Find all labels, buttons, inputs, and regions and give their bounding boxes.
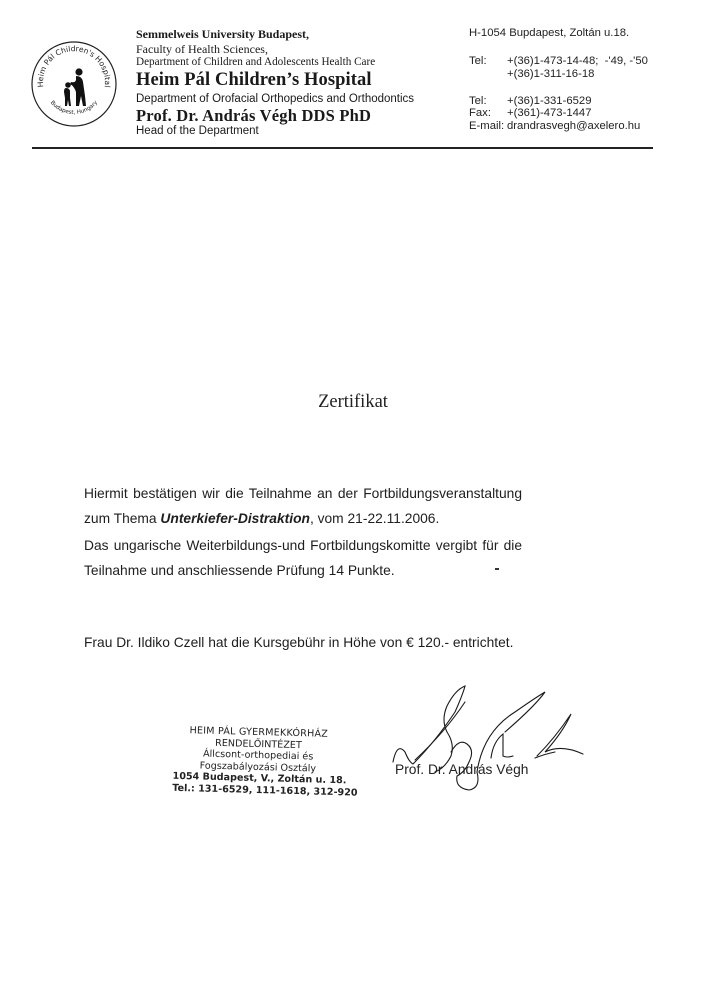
stamp-line: HEIM PÁL GYERMEKKÓRHÁZ	[189, 725, 329, 740]
department-head-name: Prof. Dr. András Végh DDS PhD	[136, 106, 372, 125]
fax-label: Fax:	[469, 107, 491, 119]
phone-primary	[469, 55, 648, 67]
signatory-name: Prof. Dr. András Végh	[395, 762, 529, 777]
stamp-line: Tel.: 131-6529, 111-1618, 312-920	[172, 782, 358, 799]
phone-secondary: +(36)1-311-16-18	[507, 68, 595, 80]
body-line-1: Hiermit bestätigen wir die Teilnahme an der Fortbildungsveranstaltung	[84, 486, 522, 501]
phone-department	[469, 95, 591, 107]
seal-ring-text-bottom: Budapest, Hungary	[48, 99, 100, 117]
department-head-role: Head of the Department	[136, 125, 259, 137]
phone-label: Tel:	[469, 95, 487, 107]
body-line-4: Teilnahme und anschliessende Prüfung 14 Punkte.	[84, 563, 395, 578]
phone-value: +(36)1-473-14-48; -'49, -'50	[507, 55, 648, 67]
svg-text:Heim Pál Children's Hospital	[36, 44, 112, 88]
address: H-1054 Bupdapest, Zoltán u.18.	[469, 27, 630, 39]
department-name: Department of Children and Adolescents Health Care	[136, 56, 376, 68]
body-line-2	[84, 511, 522, 526]
topic-prefix: zum Thema	[84, 511, 161, 526]
email-label: E-mail:	[469, 120, 505, 132]
document-title: Zertifikat	[318, 392, 388, 412]
course-date: , vom 21-22.11.2006.	[309, 511, 440, 526]
stamp-line: RENDELŐINTÉZET	[214, 737, 302, 751]
body-line-3: Das ungarische Weiterbildungs-und Fortbildungskomitte vergibt für die	[84, 538, 522, 553]
stamp-line: Állcsont-orthopediai és	[202, 748, 314, 763]
svg-text:Budapest, Hungary	[49, 99, 100, 116]
fax-number	[469, 107, 591, 119]
scan-speck	[495, 568, 499, 570]
course-topic: Unterkiefer-Distraktion	[160, 511, 310, 526]
email-address	[469, 120, 640, 132]
seal-ring-text-top: Heim Pál Children's Hospital	[35, 44, 113, 89]
phone-value: +(36)1-331-6529	[507, 95, 592, 107]
stamp-line: 1054 Budapest, V., Zoltán u. 18.	[172, 770, 347, 787]
email-value: drandrasvegh@axelero.hu	[507, 120, 641, 132]
sub-department-name: Department of Orofacial Orthopedics and Orthodontics	[136, 93, 415, 105]
handwritten-signature	[385, 672, 585, 797]
fax-value: +(361)-473-1447	[507, 107, 592, 119]
phone-label: Tel:	[469, 55, 487, 67]
faculty-name: Faculty of Health Sciences,	[136, 42, 268, 56]
stamp-line: Fogszabályozási Osztály	[199, 759, 317, 775]
fee-statement: Frau Dr. Ildiko Czell hat die Kursgebühr in Höhe von € 120.- entrichtet.	[84, 635, 514, 650]
department-stamp	[172, 725, 358, 799]
university-name: Semmelweis University Budapest,	[136, 27, 309, 41]
hospital-name: Heim Pál Children’s Hospital	[136, 70, 372, 90]
hospital-seal-icon	[30, 40, 118, 128]
header-divider	[32, 147, 653, 149]
